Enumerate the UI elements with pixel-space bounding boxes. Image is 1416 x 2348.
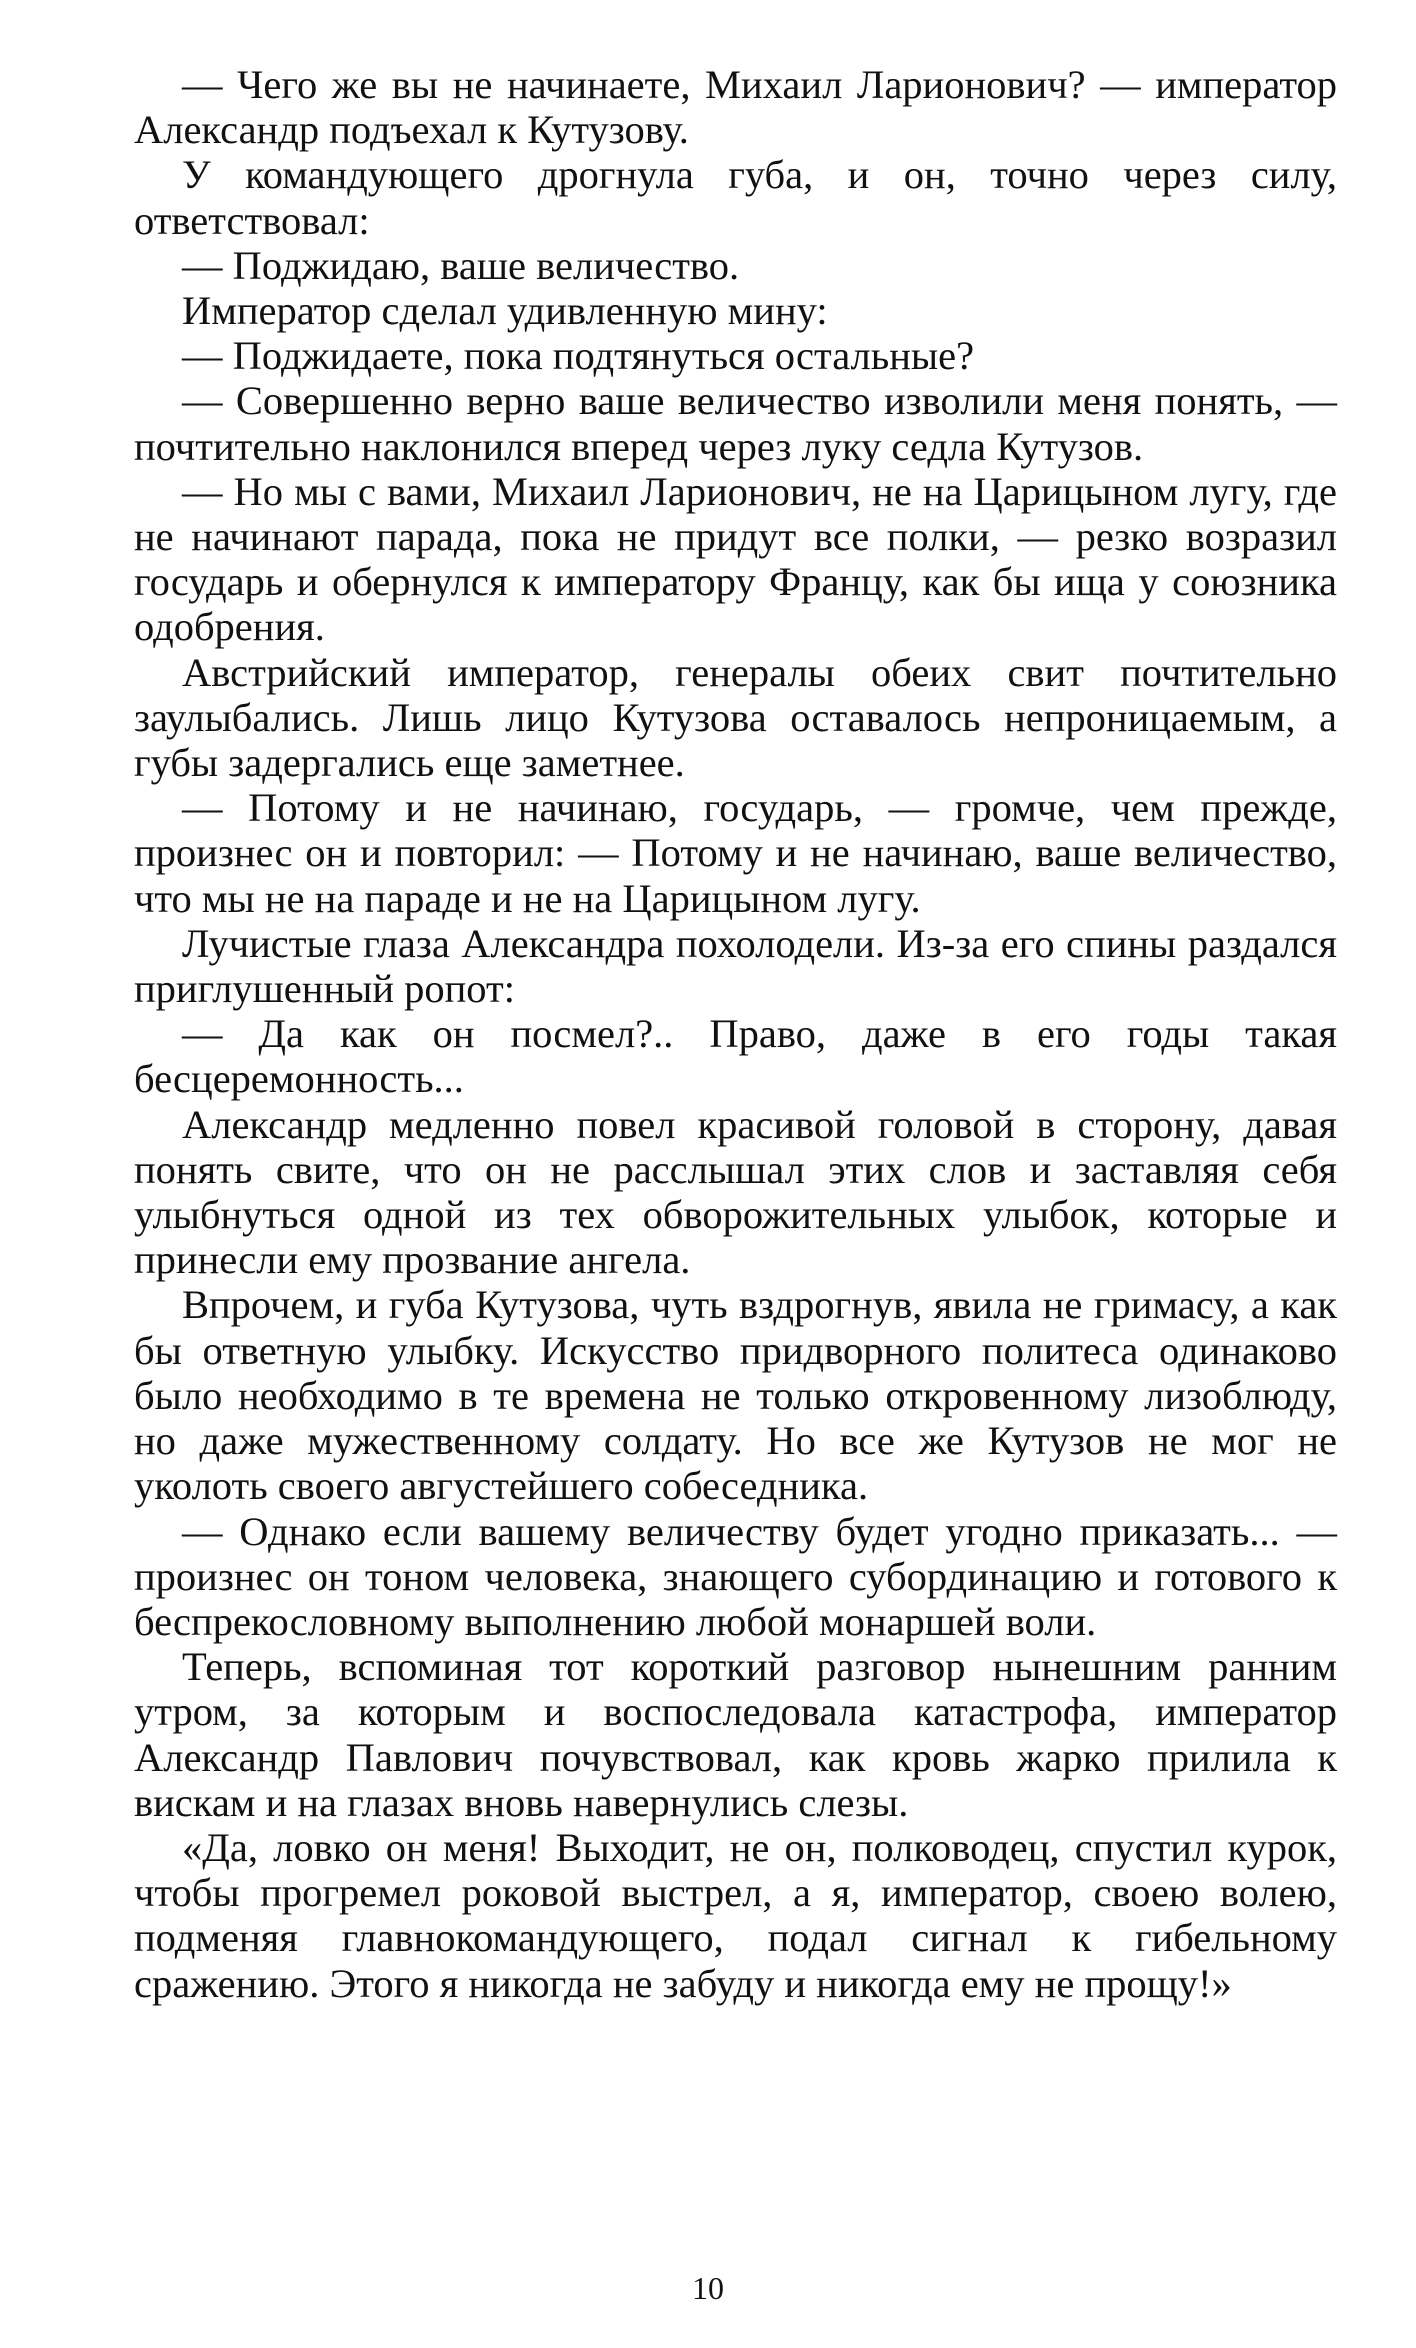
page-number: 10 <box>692 2270 724 2306</box>
paragraph: Император сделал удивленную мину: <box>182 288 828 334</box>
paragraph: — Да как он посмел?.. Право, даже в его годы такая бесцеремонность... <box>134 1011 1337 1102</box>
paragraph: — Потому и не начинаю, государь, — громче, чем прежде, произнес он и повторил: — Потому и не начинаю, ваше величество, что мы не на параде и не на Царицыном лугу. <box>134 785 1337 921</box>
paragraph: У командующего дрогнула губа, и он, точно через силу, ответствовал: <box>134 152 1337 243</box>
paragraph: Австрийский император, генералы обеих свит почтительно заулыбались. Лишь лицо Кутузова оставалось непроницаемым, а губы задергались еще заметнее. <box>134 649 1337 786</box>
paragraph: Теперь, вспоминая тот короткий разговор нынешним ранним утром, за которым и воспоследовала катастрофа, император Александр Павлович почувствовал, как кровь жарко прилила к вискам и на глазах вновь навернулись слезы. <box>134 1644 1337 1825</box>
paragraph: — Поджидаете, пока подтянуться остальные? <box>182 333 975 379</box>
paragraph: — Однако если вашему величеству будет угодно приказать... — произнес он тоном человека, знающего субординацию и готового к беспрекословному выполнению любой монаршей воли. <box>134 1508 1337 1644</box>
text-body <box>134 62 1337 2006</box>
paragraph: Александр медленно повел красивой головой в сторону, давая понять свите, что он не расслышал этих слов и заставляя себя улыбнуться одной из тех обворожительных улыбок, которые и принесли ему прозвание ангела. <box>134 1101 1337 1283</box>
paragraph: — Чего же вы не начинаете, Михаил Ларионович? — император Александр подъехал к Кутузову. <box>134 62 1337 153</box>
paragraph: — Совершенно верно ваше величество изволили меня понять, — почтительно наклонился вперед через луку седла Кутузов. <box>134 378 1337 469</box>
paragraph: Впрочем, и губа Кутузова, чуть вздрогнув, явила не гримасу, а как бы ответную улыбку. Искусство придворного политеса одинаково было необходимо в те времена не только откровенному лизоблюду, но даже мужественному солдату. Но все же Кутузов не мог не уколоть своего августейшего собеседника. <box>134 1282 1337 1509</box>
paragraph: — Но мы с вами, Михаил Ларионович, не на Царицыном лугу, где не начинают парада, пока не придут все полки, — резко возразил государь и обернулся к императору Францу, как бы ища у союзника одобрения. <box>134 468 1337 650</box>
paragraph: Лучистые глаза Александра похолодели. Из-за его спины раздался приглушенный ропот: <box>134 920 1337 1012</box>
paragraph: «Да, ловко он меня! Выходит, не он, полководец, спустил курок, чтобы прогремел роковой выстрел, а я, император, своею волею, подменяя главнокомандующего, подал сигнал к гибельному сражению. Этого я никогда не забуду и никогда ему не прощу!» <box>134 1824 1337 2006</box>
paragraph: — Поджидаю, ваше величество. <box>182 242 740 288</box>
